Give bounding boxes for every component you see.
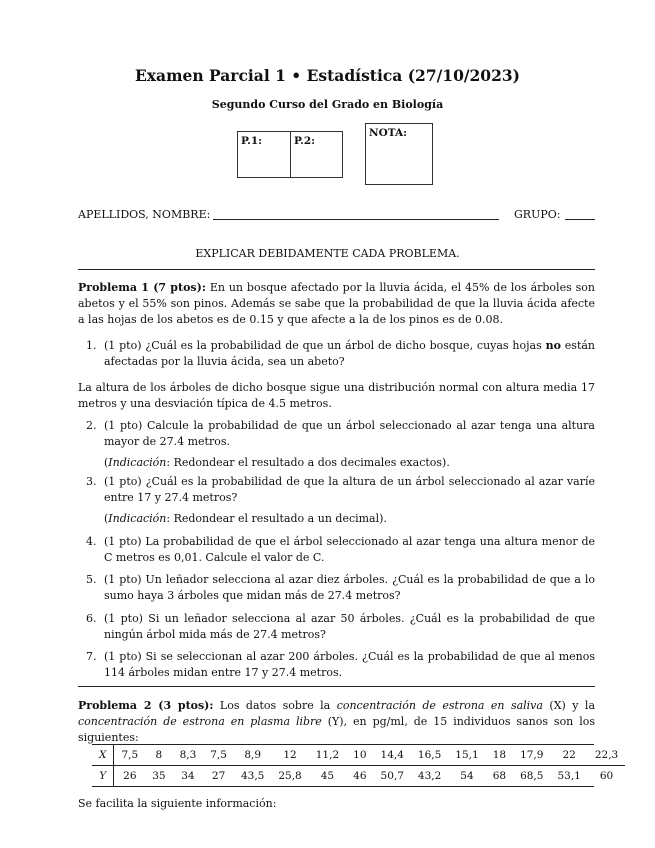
data-table	[92, 744, 619, 787]
row-label: X	[92, 745, 114, 766]
q1-text-b: están afectadas por la lluvia ácida, sea un abeto?	[104, 339, 596, 368]
table-cell: 43,5	[240, 770, 265, 782]
problem2-intro	[78, 698, 595, 746]
hint-text: : Redondear el resultado a dos decimales exactos).	[166, 456, 450, 469]
table-cell: 22,3	[594, 749, 619, 761]
problem1-heading: Problema 1 (7 ptos):	[78, 281, 206, 294]
table-cell: 14,4	[380, 749, 404, 761]
table-row-x	[92, 745, 625, 766]
table-cell: 68	[492, 770, 507, 782]
p2-text: (Y), en pg/ml, de 15 individuos sanos son los siguientes:	[78, 715, 595, 744]
q-num: 3.	[86, 475, 97, 488]
q1-text-a: (1 pto) ¿Cuál es la probabilidad de que un árbol de dicho bosque, cuyas hojas	[104, 339, 546, 352]
p2-italic: concentración de estrona en plasma libre	[78, 715, 322, 728]
table-cell: 8	[155, 749, 163, 761]
q-text: (1 pto) Un leñador selecciona al azar diez árboles. ¿Cuál es la probabilidad de que a lo sumo haya 3 árboles que midan más de 27.4 metros?	[104, 573, 595, 602]
problem1-text: En un bosque afectado por la lluvia ácida, el 45% de los árboles son abetos y el 55% son pinos. Además se sabe que la probabilidad de que la lluvia ácida afecte a las hojas de los abetos es de 0.15 y que afecte a la de los pinos es de 0.08.	[78, 281, 595, 326]
p2-label: P.2:	[294, 135, 315, 147]
table-cell: 7,5	[121, 749, 139, 761]
question-4	[78, 534, 595, 566]
q-num: 4.	[86, 535, 97, 548]
score-box-p1	[237, 131, 291, 178]
q-text: (1 pto) Calcule la probabilidad de que un árbol seleccionado al azar tenga una altura mayor de 27.4 metros.	[104, 419, 595, 448]
question-7	[78, 649, 595, 681]
q1-bold: no	[545, 339, 561, 352]
score-box-p2	[290, 131, 343, 178]
table-cell: 54	[460, 770, 474, 782]
question-1	[78, 338, 595, 370]
exam-subtitle: Segundo Curso del Grado en Biología	[211, 98, 444, 111]
table-cell: 50,7	[380, 770, 404, 782]
table-cell: 26	[123, 770, 137, 782]
question-6	[78, 611, 595, 643]
table-cell: 16,5	[417, 749, 442, 761]
table-cell: 60	[599, 770, 614, 782]
table-cell: 46	[353, 770, 367, 782]
table-cell: 10	[353, 749, 367, 761]
nota-label: NOTA:	[369, 127, 408, 139]
q-text: (1 pto) Si un leñador selecciona al azar 50 árboles. ¿Cuál es la probabilidad de que ningún árbol mida más de 27.4 metros?	[104, 612, 595, 641]
row-label: Y	[92, 766, 114, 787]
table-cell: 25,8	[278, 770, 302, 782]
table-cell: 8,9	[244, 749, 262, 761]
question-3: 3. (1 pto) ¿Cuál es la probabilidad de que la altura de un árbol seleccionado al azar varíe entre 17 y 27.4 metros? (Indicación: Redondear el resultado a un decimal).	[86, 475, 595, 525]
table-cell: 53,1	[557, 770, 581, 782]
table-cell: 15,1	[455, 749, 479, 761]
footer-text: Se facilita la siguiente información:	[78, 797, 277, 810]
table-cell: 22	[562, 749, 576, 761]
table-cell: 43,2	[417, 770, 442, 782]
divider	[78, 269, 595, 270]
divider	[78, 686, 595, 687]
hint-label: Indicación	[108, 512, 167, 525]
name-label: APELLIDOS, NOMBRE:	[78, 208, 211, 221]
p2-text: Los datos sobre la	[213, 699, 337, 712]
q-text: (1 pto) Si se seleccionan al azar 200 árboles. ¿Cuál es la probabilidad de que al menos 114 árboles midan entre 17 y 27.4 metros.	[104, 650, 595, 679]
q-text: (1 pto) ¿Cuál es la probabilidad de que la altura de un árbol seleccionado al azar varíe entre 17 y 27.4 metros?	[104, 475, 595, 504]
p2-italic: concentración de estrona en saliva	[336, 699, 543, 712]
problem2-heading: Problema 2 (3 ptos):	[78, 699, 214, 712]
q-num: 1.	[86, 339, 97, 352]
table-cell: 35	[152, 770, 166, 782]
q-num: 5.	[86, 573, 97, 586]
p2-text: (X) y la	[542, 699, 596, 712]
question-2: 2. (1 pto) Calcule la probabilidad de que un árbol seleccionado al azar tenga una altura mayor de 27.4 metros. (Indicación: Redondear el resultado a dos decimales exactos).	[86, 419, 595, 469]
hint-label: Indicación	[108, 456, 167, 469]
table-cell: 45	[320, 770, 335, 782]
problem1-intro	[78, 280, 595, 328]
table-cell: 8,3	[179, 749, 197, 761]
table-cell: 68,5	[520, 770, 544, 782]
question-5	[78, 572, 595, 604]
q-num: 7.	[86, 650, 97, 663]
hint-text: : Redondear el resultado a un decimal).	[166, 512, 387, 525]
exam-title: Examen Parcial 1 • Estadística (27/10/2023)	[134, 66, 520, 85]
q-num: 2.	[86, 419, 97, 432]
name-line[interactable]	[213, 219, 499, 220]
table-cell: 11,2	[315, 749, 340, 761]
table-cell: 12	[283, 749, 297, 761]
p1-label: P.1:	[241, 135, 262, 147]
q-num: 6.	[86, 612, 97, 625]
q-text: (1 pto) La probabilidad de que el árbol seleccionado al azar tenga una altura menor de C metros es 0,01. Calcule el valor de C.	[104, 535, 595, 564]
table-cell: 17,9	[520, 749, 544, 761]
table-cell: 18	[492, 749, 507, 761]
instruction: EXPLICAR DEBIDAMENTE CADA PROBLEMA.	[195, 247, 460, 260]
grade-box	[365, 123, 433, 185]
table-cell: 7,5	[210, 749, 227, 761]
table-cell: 34	[181, 770, 195, 782]
group-label: GRUPO:	[514, 208, 561, 221]
table-cell: 27	[211, 770, 226, 782]
table-row-y	[92, 766, 625, 787]
problem1-para: La altura de los árboles de dicho bosque sigue una distribución normal con altura media 17 metros y una desviación típica de 4.5 metros.	[78, 381, 595, 410]
group-line[interactable]	[565, 219, 595, 220]
